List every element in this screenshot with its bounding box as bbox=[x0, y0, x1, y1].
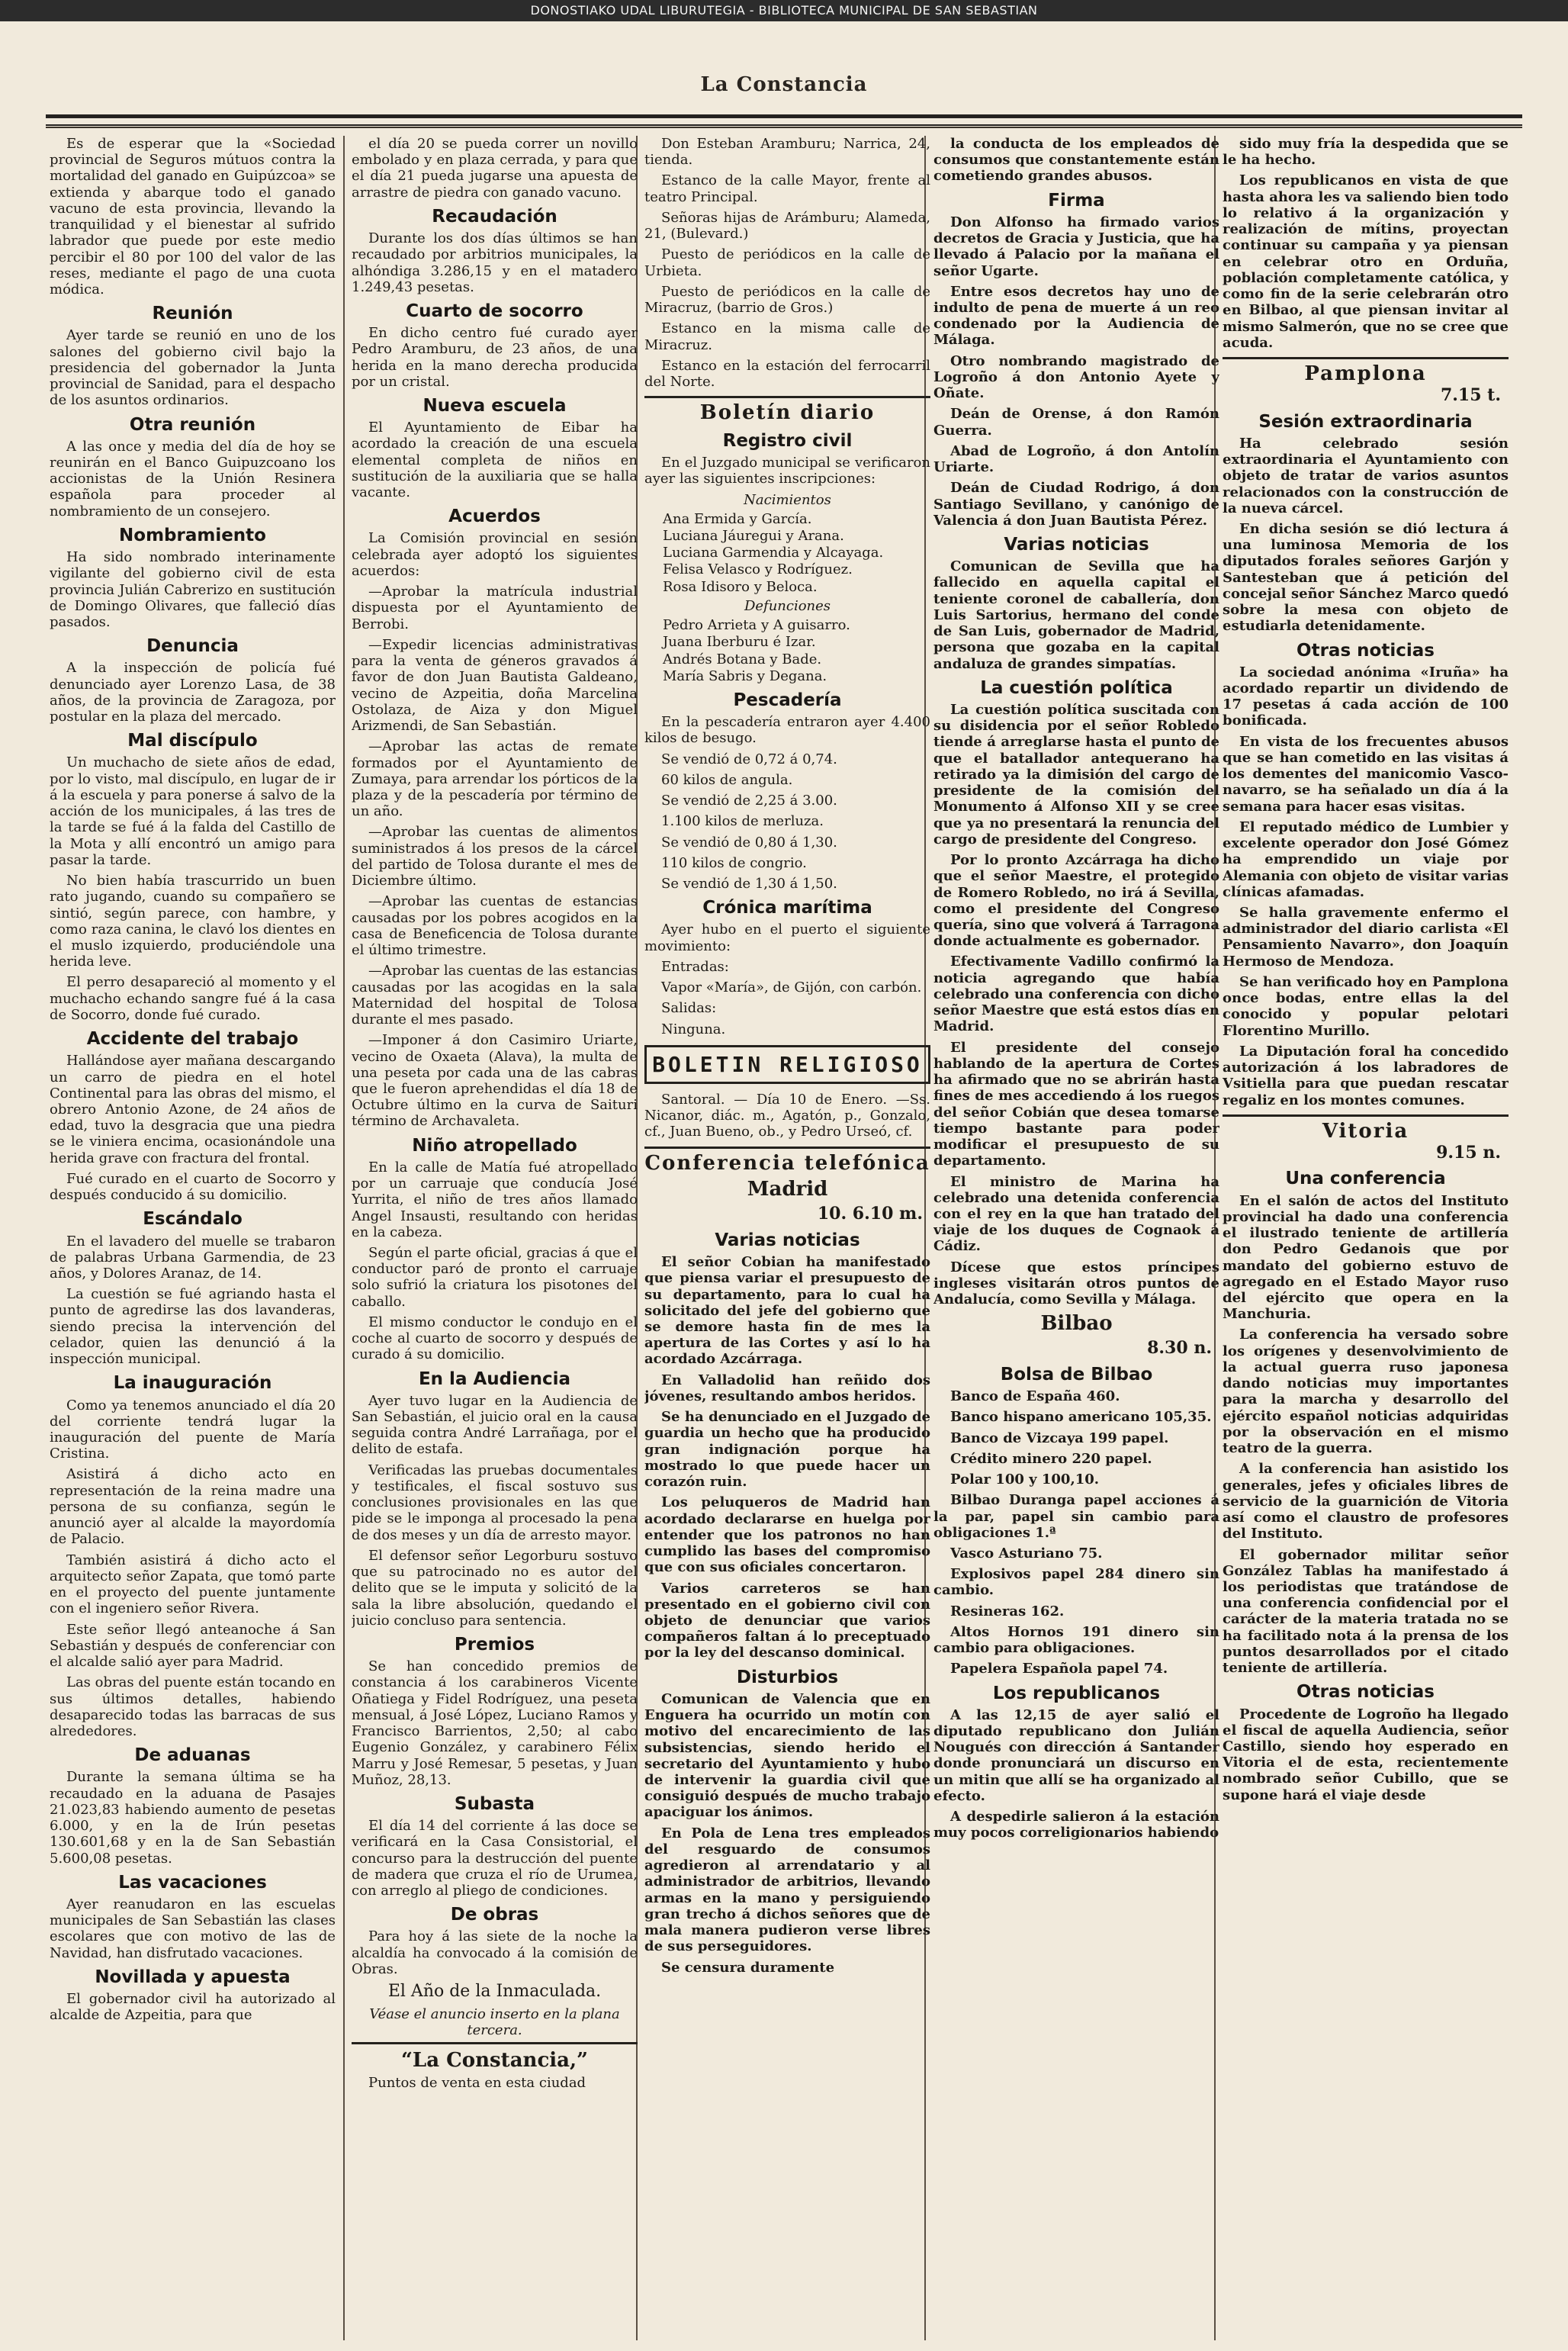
paragraph: —Imponer á don Casimiro Uriarte, vecino de Oxaeta (Alava), la multa de una peseta por cada una de las cabras que le fueron aprehendidas el día 18 de Octubre último en la curva de Saituri término de Archavaleta. bbox=[352, 1032, 638, 1130]
section-banner: Pamplona bbox=[1223, 357, 1509, 386]
paragraph: Ninguna. bbox=[661, 1021, 726, 1037]
list-item: Ana Ermida y García. bbox=[663, 510, 812, 527]
section-heading: De obras bbox=[450, 1905, 539, 1925]
paragraph: —Expedir licencias administrativas para la venta de géneros gravados á favor de don Juan Bautista Galdeano, vecino de Azpeitia, doña Marcelina Ostolaza, de Aiza y don Miguel Arizmendi, de San Sebastián. bbox=[352, 636, 638, 735]
bold-paragraph: Se censura duramente bbox=[661, 1959, 835, 1976]
paragraph: En el lavadero del muelle se trabaron de palabras Urbana Garmendia, de 23 años, y Dolores Aranaz, de 14. bbox=[50, 1233, 336, 1282]
bold-paragraph: Varios carreteros se han presentado en el gobierno civil con objeto de denunciar que varios compañeros faltan á lo preceptuado por la ley del descanso dominical. bbox=[644, 1580, 930, 1661]
section-heading: La inauguración bbox=[113, 1373, 272, 1394]
masthead-rule bbox=[46, 114, 1522, 126]
bold-paragraph: Se ha denunciado en el Juzgado de guardia un hecho que ha producido gran indignación porque ha mostrado lo que puede hacer un corazón ruin. bbox=[644, 1409, 930, 1491]
bold-paragraph: Efectivamente Vadillo confirmó la noticia agregando que había celebrado una conferencia con dicho señor Maestre que está estos días en Madrid. bbox=[933, 954, 1219, 1035]
bold-paragraph: Bilbao Duranga papel acciones á la par, papel sin cambio para obligaciones 1.ª bbox=[933, 1492, 1219, 1541]
paragraph: Para hoy á las siete de la noche la alcaldía ha convocado á la comisión de Obras. bbox=[352, 1928, 638, 1977]
section-heading: Pescadería bbox=[733, 690, 842, 711]
paragraph: El mismo conductor le condujo en el coche al cuarto de socorro y después de curado á su domicilio. bbox=[352, 1314, 638, 1363]
bold-paragraph: El reputado médico de Lumbier y excelente operador don José Gómez ha emprendido un viaje por Alemania con objeto de visitar varias clínicas afamadas. bbox=[1223, 819, 1509, 900]
section-heading: Una conferencia bbox=[1285, 1169, 1446, 1189]
masthead-title: La Constancia bbox=[700, 73, 868, 96]
bold-paragraph: Explosivos papel 284 dinero sin cambio. bbox=[933, 1566, 1219, 1599]
bold-paragraph: Comunican de Valencia que en Enguera ha ocurrido un motín con motivo del encarecimiento de las subsistencias, siendo herido el secretario del Ayuntamiento y hubo de intervenir la guardia civil que consiguió después de mucho trabajo apaciguar los ánimos. bbox=[644, 1690, 930, 1821]
paragraph: Salidas: bbox=[661, 1000, 717, 1017]
bold-paragraph: Comunican de Sevilla que ha fallecido en aquella capital el teniente coronel de caballería, don Luis Sartorius, hermano del conde de San Luis, gobernador de Madrid, persona que gozaba en la capital andaluza de grandes simpatías. bbox=[933, 558, 1219, 672]
section-heading: Otras noticias bbox=[1296, 1682, 1435, 1703]
section-heading: Sesión extraordinaria bbox=[1258, 411, 1473, 432]
section-heading: La cuestión política bbox=[980, 677, 1173, 698]
section-heading: Nombramiento bbox=[119, 525, 266, 545]
paragraph: Ayer tuvo lugar en la Audiencia de San Sebastián, el juicio oral en la causa seguida contra André Larrañaga, por el delito de estafa. bbox=[352, 1392, 638, 1458]
section-heading: Reunión bbox=[152, 304, 233, 324]
section-heading: Subasta bbox=[454, 1794, 535, 1815]
section-heading: Niño atropellado bbox=[412, 1135, 577, 1156]
section-heading: Bolsa de Bilbao bbox=[1000, 1365, 1153, 1385]
boxed-banner: BOLETIN RELIGIOSO bbox=[644, 1045, 930, 1084]
paragraph: El día 14 del corriente á las doce se verificará en la Casa Consistorial, el concurso para la destrucción del puente de madera que cruza el río de Urumea, con arreglo al pliego de condiciones. bbox=[352, 1818, 638, 1899]
list-item: Juana Iberburu é Izar. bbox=[663, 634, 816, 651]
paragraph: Ayer reanudaron en las escuelas municipales de San Sebastián las clases escolares que con motivo de las de Navidad, han disfrutado vacaciones. bbox=[50, 1896, 336, 1961]
paragraph: Verificadas las pruebas documentales y testificales, el fiscal sostuvo sus conclusiones provisionales en las que pide se le imponga al procesado la pena de dos meses y un día de arresto mayor. bbox=[352, 1462, 638, 1543]
section-banner: Conferencia telefónica bbox=[644, 1147, 930, 1176]
column-4 bbox=[933, 136, 1219, 2333]
section-heading: Accidente del trabajo bbox=[86, 1029, 299, 1050]
bold-paragraph: Banco de Vizcaya 199 papel. bbox=[950, 1430, 1169, 1446]
paragraph: 1.100 kilos de merluza. bbox=[661, 813, 824, 830]
paragraph: Don Esteban Aramburu; Narrica, 24, tienda. bbox=[644, 136, 930, 169]
bold-paragraph: En Valladolid han reñido dos jóvenes, resultando ambos heridos. bbox=[644, 1372, 930, 1404]
bold-paragraph: La sociedad anónima «Iruña» ha acordado repartir un dividendo de 17 pesetas á cada acción de 100 bonificada. bbox=[1223, 664, 1509, 729]
paragraph: —Aprobar las cuentas de estancias causadas por los pobres acogidos en la casa de Beneficencia de Tolosa durante el último trimestre. bbox=[352, 893, 638, 959]
bold-paragraph: El señor Cobian ha manifestado que piensa variar el presupuesto de su departamento, para lo cual ha solicitado del jefe del gobierno que se demore hasta fin de mes la apertura de las Cortes y así lo ha acordado Azcárraga. bbox=[644, 1254, 930, 1368]
dateline-city: Madrid bbox=[747, 1178, 828, 1201]
bold-paragraph: Crédito minero 220 papel. bbox=[950, 1450, 1152, 1467]
column-1 bbox=[50, 136, 336, 2333]
bold-paragraph: Polar 100 y 100,10. bbox=[950, 1471, 1100, 1488]
bold-paragraph: Se han verificado hoy en Pamplona once bodas, entre ellas la del conocido y popular pelotari Florentino Murillo. bbox=[1223, 973, 1509, 1039]
bold-paragraph: Dícese que estos príncipes ingleses visitarán otros puntos de Andalucía, como Sevilla y Málaga. bbox=[933, 1259, 1219, 1308]
paragraph: A las once y media del día de hoy se reunirán en el Banco Guipuzcoano los accionistas de la Unión Resinera española para proceder al nombramiento de un consejero. bbox=[50, 438, 336, 519]
list-item: Luciana Jáuregui y Arana. bbox=[663, 528, 844, 545]
section-heading: Nueva escuela bbox=[423, 396, 567, 416]
sales-points-title: “La Constancia,” bbox=[352, 2042, 638, 2073]
section-heading: Firma bbox=[1048, 190, 1105, 211]
italic-note: Véase el anuncio inserto en la plana tercera. bbox=[369, 2006, 620, 2039]
paragraph: Durante los dos días últimos se han recaudado por arbitrios municipales, la alhóndiga 3.286,15 y en el matadero 1.249,43 pesetas. bbox=[352, 230, 638, 295]
paragraph: La Comisión provincial en sesión celebrada ayer adoptó los siguientes acuerdos: bbox=[352, 530, 638, 579]
list-subheading: Nacimientos bbox=[744, 491, 831, 508]
paragraph: Se vendió de 1,30 á 1,50. bbox=[661, 876, 837, 892]
bold-paragraph: Vasco Asturiano 75. bbox=[950, 1545, 1103, 1561]
section-heading: Premios bbox=[454, 1635, 535, 1655]
paragraph: En dicho centro fué curado ayer Pedro Aramburu, de 23 años, de una herida en la mano derecha producida por un cristal. bbox=[352, 325, 638, 390]
list-item: Pedro Arrieta y A guisarro. bbox=[663, 617, 850, 634]
dateline-time: 8.30 n. bbox=[1147, 1338, 1212, 1359]
paragraph: Ayer tarde se reunió en uno de los salones del gobierno civil bajo la presidencia del gobernador la Junta provincial de Sanidad, para el despacho de los asuntos ordinarios. bbox=[50, 327, 336, 409]
header-separator bbox=[46, 127, 1522, 128]
paragraph: El perro desapareció al momento y el muchacho echando sangre fué á la casa de Socorro, donde fué curado. bbox=[50, 974, 336, 1023]
paragraph: Asistirá á dicho acto en representación de la reina madre una persona de su confianza, según le anunció ayer al alcalde la mayordomía de Palacio. bbox=[50, 1466, 336, 1548]
dateline-city: Bilbao bbox=[1040, 1312, 1113, 1336]
section-heading: Los republicanos bbox=[992, 1683, 1161, 1703]
paragraph: Las obras del puente están tocando en sus últimos detalles, habiendo desaparecido todas las barracas de sus alrededores. bbox=[50, 1674, 336, 1739]
bold-paragraph: La Diputación foral ha concedido autorización á los labradores de Vsitiella para que puedan rescatar regaliz en los montes comunes. bbox=[1223, 1043, 1509, 1108]
paragraph: —Aprobar la matrícula industrial dispuesta por el Ayuntamiento de Berrobi. bbox=[352, 584, 638, 632]
dateline-time: 9.15 n. bbox=[1436, 1142, 1501, 1163]
paragraph: Puntos de venta en esta ciudad bbox=[368, 2075, 586, 2092]
list-item: Luciana Garmendia y Alcayaga. bbox=[663, 545, 884, 561]
list-item: Felisa Velasco y Rodríguez. bbox=[663, 561, 853, 578]
column-divider bbox=[343, 136, 345, 2340]
list-item: Andrés Botana y Bade. bbox=[663, 651, 822, 667]
section-heading: Recaudación bbox=[432, 206, 557, 227]
paragraph: Este señor llegó anteanoche á San Sebastián y después de conferenciar con el alcalde salió ayer para Madrid. bbox=[50, 1621, 336, 1671]
paragraph: En el Juzgado municipal se verificaron ayer las siguientes inscripciones: bbox=[644, 455, 930, 487]
bold-paragraph: la conducta de los empleados de consumos que constantemente están cometiendo grandes abusos. bbox=[933, 136, 1219, 185]
paragraph: Estanco en la misma calle de Miracruz. bbox=[644, 320, 930, 353]
paragraph: Ayer hubo en el puerto el siguiente movimiento: bbox=[644, 921, 930, 954]
list-item: María Sabris y Degana. bbox=[663, 667, 827, 684]
paragraph: Vapor «María», de Gijón, con carbón. bbox=[661, 979, 922, 996]
paragraph: 110 kilos de congrio. bbox=[661, 854, 807, 871]
bold-paragraph: El ministro de Marina ha celebrado una detenida conferencia con el rey en la que han tratado del viaje de los duques de Cognaok á Cádiz. bbox=[933, 1173, 1219, 1255]
column-2 bbox=[352, 136, 638, 2333]
paragraph: Durante la semana última se ha recaudado en la aduana de Pasajes 21.023,83 habiendo aumento de pesetas 6.000, y en la de Irún pesetas 130.601,68 y en la de San Sebastián 5.600,08 pesetas. bbox=[50, 1769, 336, 1867]
section-heading: Novillada y apuesta bbox=[95, 1967, 291, 1987]
paragraph: También asistirá á dicho acto el arquitecto señor Zapata, que tomó parte en el proyecto del puente juntamente con el ingeniero señor Rivera. bbox=[50, 1552, 336, 1617]
bold-paragraph: Por lo pronto Azcárraga ha dicho que el señor Maestre, el protegido de Romero Robledo, no irá á Sevilla, como el presidente del Congreso quería, sino que volverá á Tarragona donde actualmente es gobernador. bbox=[933, 852, 1219, 950]
dateline-time: 10. 6.10 m. bbox=[817, 1203, 923, 1224]
bold-paragraph: A las 12,15 de ayer salió el diputado republicano don Julián Nougués con dirección á Santander donde pronunciará un discurso en un mitin que allí se ha organizado al efecto. bbox=[933, 1706, 1219, 1804]
paragraph: —Aprobar las actas de remate formados por el Ayuntamiento de Zumaya, para arrendar los pórticos de la plaza y de la pescadería por término de un año. bbox=[352, 738, 638, 820]
paragraph: Se vendió de 0,72 á 0,74. bbox=[661, 751, 837, 767]
paragraph: En la calle de Matía fué atropellado por un carruaje que conducía José Yurrita, el niño de tres años llamado Angel Insausti, resultando con heridas en la cabeza. bbox=[352, 1159, 638, 1240]
section-heading: De aduanas bbox=[134, 1745, 251, 1766]
paragraph: Entradas: bbox=[661, 958, 729, 975]
bold-paragraph: Banco hispano americano 105,35. bbox=[950, 1409, 1212, 1426]
bold-paragraph: En Pola de Lena tres empleados del resguardo de consumos agredieron al arrendatario y al administrador de arbitrios, llevando armas en la mano y persiguiendo gran trecho á dichos señores que de mala manera pudieron verse libres de sus perseguidores. bbox=[644, 1825, 930, 1955]
bold-paragraph: Papelera Española papel 74. bbox=[950, 1661, 1168, 1677]
bold-paragraph: Altos Hornos 191 dinero sin cambio para obligaciones. bbox=[933, 1623, 1219, 1657]
paragraph: Puesto de periódicos en la calle de Urbieta. bbox=[644, 246, 930, 279]
column-5 bbox=[1223, 136, 1509, 2333]
section-heading: Otra reunión bbox=[129, 414, 256, 435]
bold-paragraph: Deán de Orense, á don Ramón Guerra. bbox=[933, 406, 1219, 439]
paragraph: Se vendió de 0,80 á 1,30. bbox=[661, 834, 837, 851]
paragraph: Ha sido nombrado interinamente vigilante del gobierno civil de esta provincia Julián Cabrerizo en sustitución de Domingo Olivares, que falleció días pasados. bbox=[50, 549, 336, 630]
bold-paragraph: Don Alfonso ha firmado varios decretos de Gracia y Justicia, que ha llevado á Palacio por la mañana el señor Ugarte. bbox=[933, 214, 1219, 279]
bold-paragraph: En el salón de actos del Instituto provincial ha dado una conferencia el ilustrado teniente de artillería don Pedro Gedanois que por mandato del gobierno estuvo de agregado en el Estado Mayor ruso del ejército que opera en la Manchuria. bbox=[1223, 1192, 1509, 1323]
paragraph: Hallándose ayer mañana descargando un carro de piedra en el hotel Continental para las obras del mismo, el obrero Antonio Azone, de 24 años de edad, tuvo la desgracia que una piedra se le viniera encima, ocasionándole una herida grave con fractura del frontal. bbox=[50, 1053, 336, 1166]
paragraph: 60 kilos de angula. bbox=[661, 771, 793, 788]
column-3 bbox=[644, 136, 930, 2333]
paragraph: —Aprobar las cuentas de las estancias causadas por las acogidas en la sala Maternidad del hospital de Tolosa durante el mes pasado. bbox=[352, 963, 638, 1028]
section-heading: Varias noticias bbox=[715, 1230, 860, 1250]
paragraph: Es de esperar que la «Sociedad provincial de Seguros mútuos contra la mortalidad del ganado en Guipúzcoa» se extienda y abarque todo el ganado vacuno de esta provincia, llevando la tranquilidad y el bienestar al sufrido labrador que puede por este medio percibir el 80 por 100 del valor de las reses, mediante el pago de una cuota módica. bbox=[50, 136, 336, 298]
paragraph: El gobernador civil ha autorizado al alcalde de Azpeitia, para que bbox=[50, 1990, 336, 2024]
bold-paragraph: El gobernador militar señor González Tablas ha manifestado á los periodistas que tratándose de una conferencia confidencial por el carácter de la materia tratada no se ha facilitado nota á la prensa de los puntos desarrollados por el citado teniente de artillería. bbox=[1223, 1546, 1509, 1677]
paragraph: El Ayuntamiento de Eibar ha acordado la creación de una escuela elemental completa de niños en sustitución de la auxiliaria que se halla vacante. bbox=[352, 420, 638, 501]
paragraph: Según el parte oficial, gracias á que el conductor paró de pronto el carruaje solo sufrió la criatura los pisotones del caballo. bbox=[352, 1244, 638, 1310]
section-heading: Acuerdos bbox=[448, 507, 541, 527]
paragraph: Como ya tenemos anunciado el día 20 del corriente tendrá lugar la inauguración del puente de María Cristina. bbox=[50, 1397, 336, 1462]
centered-line: El Año de la Inmaculada. bbox=[387, 1982, 602, 2002]
section-heading: Varias noticias bbox=[1004, 535, 1149, 555]
section-heading: Las vacaciones bbox=[118, 1872, 267, 1893]
bold-paragraph: Procedente de Logroño ha llegado el fiscal de aquella Audiencia, señor Castillo, siendo hoy esperado en Vitoria el de esta, recientemente nombrado señor Cubillo, que se supone hará el viaje desde bbox=[1223, 1706, 1509, 1803]
bold-paragraph: Deán de Ciudad Rodrigo, á don Santiago Sevillano, y canónigo de Valencia á don Juan Bautista Pérez. bbox=[933, 480, 1219, 529]
paragraph: —Aprobar las cuentas de alimentos suministrados á los presos de la cárcel del partido de Tolosa durante el mes de Diciembre último. bbox=[352, 824, 638, 889]
bold-paragraph: En dicha sesión se dió lectura á una luminosa Memoria de los diputados forales señores Garjón y Santesteban que á petición del concejal señor Sánchez Marco quedó sobre la mesa con objeto de estudiarla detenidamente. bbox=[1223, 520, 1509, 635]
paragraph: Estanco en la estación del ferrocarril del Norte. bbox=[644, 357, 930, 391]
bold-paragraph: Se halla gravemente enfermo el administrador del diario carlista «El Pensamiento Navarro», don Joaquín Hermoso de Mendoza. bbox=[1223, 905, 1509, 970]
paragraph: A la inspección de policía fué denunciado ayer Lorenzo Lasa, de 38 años, de la provincia de Zaragoza, por postular en la plaza del mercado. bbox=[50, 660, 336, 725]
paragraph: Un muchacho de siete años de edad, por lo visto, mal discípulo, en lugar de ir á la escuela y para ponerse á salvo de la acción de los municipales, á las tres de la tarde se fué á la falda del Castillo de la Mota y allí encontró un amigo para pasar la tarde. bbox=[50, 754, 336, 868]
paragraph: La cuestión se fué agriando hasta el punto de agredirse las dos lavanderas, siendo precisa la intervención del celador, quien las denunció á la inspección municipal. bbox=[50, 1286, 336, 1368]
bold-paragraph: sido muy fría la despedida que se le ha hecho. bbox=[1223, 136, 1509, 169]
bold-paragraph: El presidente del consejo hablando de la apertura de Cortes ha afirmado que no se abrirán hasta fines de mes accediendo á los ruegos del señor Cobián que desea tomarse tiempo bastante para poder modificar el presupuesto de su departamento. bbox=[933, 1039, 1219, 1169]
section-heading: En la Audiencia bbox=[418, 1368, 571, 1389]
section-banner: Vitoria bbox=[1223, 1114, 1509, 1143]
paragraph: No bien había trascurrido un buen rato jugando, cuando su compañero se sintió, según parece, con hambre, y como raza canina, le clavó los dientes en el muslo izquierdo, produciéndole una herida leve. bbox=[50, 873, 336, 970]
bold-paragraph: Resineras 162. bbox=[950, 1603, 1065, 1619]
paragraph: Señoras hijas de Arámburu; Alameda, 21, (Bulevard.) bbox=[644, 209, 930, 243]
paragraph: el día 20 se pueda correr un novillo embolado y en plaza cerrada, y para que el día 21 pueda jugarse una apuesta de arrastre de piedra con ganado vacuno. bbox=[352, 136, 638, 201]
bold-paragraph: Los peluqueros de Madrid han acordado declararse en huelga por entender que los patronos no han cumplido las bases del compromiso que con sus oficiales concertaron. bbox=[644, 1494, 930, 1576]
bold-paragraph: A la conferencia han asistido los generales, jefes y oficiales libres de servicio de la guarnición de Vitoria así como el claustro de profesores del Instituto. bbox=[1223, 1461, 1509, 1542]
bold-paragraph: Banco de España 460. bbox=[950, 1388, 1120, 1405]
bold-paragraph: Otro nombrando magistrado de Logroño á don Antonio Ayete y Oñate. bbox=[933, 352, 1219, 402]
section-heading: Escándalo bbox=[143, 1209, 243, 1230]
bold-paragraph: La conferencia ha versado sobre los orígenes y desenvolvimiento de la actual guerra ruso japonesa dando noticias muy importantes para la marcha y desarrollo del ejército español noticias adquiridas por la observación en el mismo teatro de la guerra. bbox=[1223, 1327, 1509, 1457]
list-item: Rosa Idisoro y Beloca. bbox=[663, 578, 818, 595]
bold-paragraph: La cuestión política suscitada con su disidencia por el señor Robledo tiende á arreglarse hasta el punto de que el batallador antequerano ha retirado ya la dimisión del cargo de presidente de la comisión del Monumento á Alfonso XII y se cree que ya no presentará la renuncia del cargo de presidente del Congreso. bbox=[933, 701, 1219, 847]
paragraph: Fué curado en el cuarto de Socorro y después conducido á su domicilio. bbox=[50, 1170, 336, 1204]
bold-paragraph: A despedirle salieron á la estación muy pocos correligionarios habiendo bbox=[933, 1809, 1219, 1841]
section-heading: Disturbios bbox=[736, 1667, 839, 1687]
paragraph: Santoral. — Día 10 de Enero. —Ss. Nicanor, diác. m., Agatón, p., Gonzalo, cf., Juan Bueno, ob., y Pedro Urseó, cf. bbox=[644, 1091, 930, 1140]
paragraph: En la pescadería entraron ayer 4.400 kilos de besugo. bbox=[644, 714, 930, 747]
section-heading: Otras noticias bbox=[1296, 640, 1435, 661]
dateline-time: 7.15 t. bbox=[1440, 384, 1501, 405]
list-subheading: Defunciones bbox=[744, 597, 831, 614]
bold-paragraph: Abad de Logroño, á don Antolín Uriarte. bbox=[933, 442, 1219, 476]
section-heading: Denuncia bbox=[146, 636, 239, 657]
bold-paragraph: Entre esos decretos hay uno de indulto de pena de muerte á un reo condenado por la Audiencia de Málaga. bbox=[933, 283, 1219, 349]
paragraph: Se vendió de 2,25 á 3.00. bbox=[661, 793, 837, 809]
bold-paragraph: Ha celebrado sesión extraordinaria el Ayuntamiento con objeto de tratar de varios asuntos relacionados con la construcción de la nueva cárcel. bbox=[1223, 435, 1509, 516]
bold-paragraph: Los republicanos en vista de que hasta ahora les va saliendo bien todo lo relativo á la organización y realización de mítins, proyectan continuar su campaña y ya piensan en celebrar otro en Orduña, población completamente católica, y como fin de la serie celebrarán otro en Bilbao, al que piensan invitar al mismo Salmerón, que no se cree que acuda. bbox=[1223, 172, 1509, 351]
section-heading: Crónica marítima bbox=[702, 898, 872, 918]
section-heading: Registro civil bbox=[722, 430, 853, 451]
section-banner: Boletín diario bbox=[644, 396, 930, 425]
section-heading: Cuarto de socorro bbox=[406, 301, 583, 321]
bold-paragraph: En vista de los frecuentes abusos que se han cometido en las visitas á los dementes del manicomio Vasco-navarro, se ha señalado un día á la semana para hacer esas visitas. bbox=[1223, 733, 1509, 815]
section-heading: Mal discípulo bbox=[127, 731, 258, 751]
archive-header-bar: DONOSTIAKO UDAL LIBURUTEGIA - BIBLIOTECA MUNICIPAL DE SAN SEBASTIAN bbox=[0, 0, 1568, 21]
paragraph: Se han concedido premios de constancia á los carabineros Vicente Oñatiega y Fidel Rodríguez, una peseta mensual, á José López, Luciano Ramos y Francisco Barrientos, 2,50; al cabo Eugenio González, y carabinero Félix Marru y José Remesar, 5 pesetas, y Juan Muñoz, 28,13. bbox=[352, 1658, 638, 1788]
paragraph: El defensor señor Legorburu sostuvo que su patrocinado no es autor del delito que se le imputa y solicitó de la sala la libre absolución, quedando el juicio concluso para sentencia. bbox=[352, 1547, 638, 1629]
paragraph: Puesto de periódicos en la calle de Miracruz, (barrio de Gros.) bbox=[644, 283, 930, 317]
paragraph: Estanco de la calle Mayor, frente al teatro Principal. bbox=[644, 172, 930, 205]
